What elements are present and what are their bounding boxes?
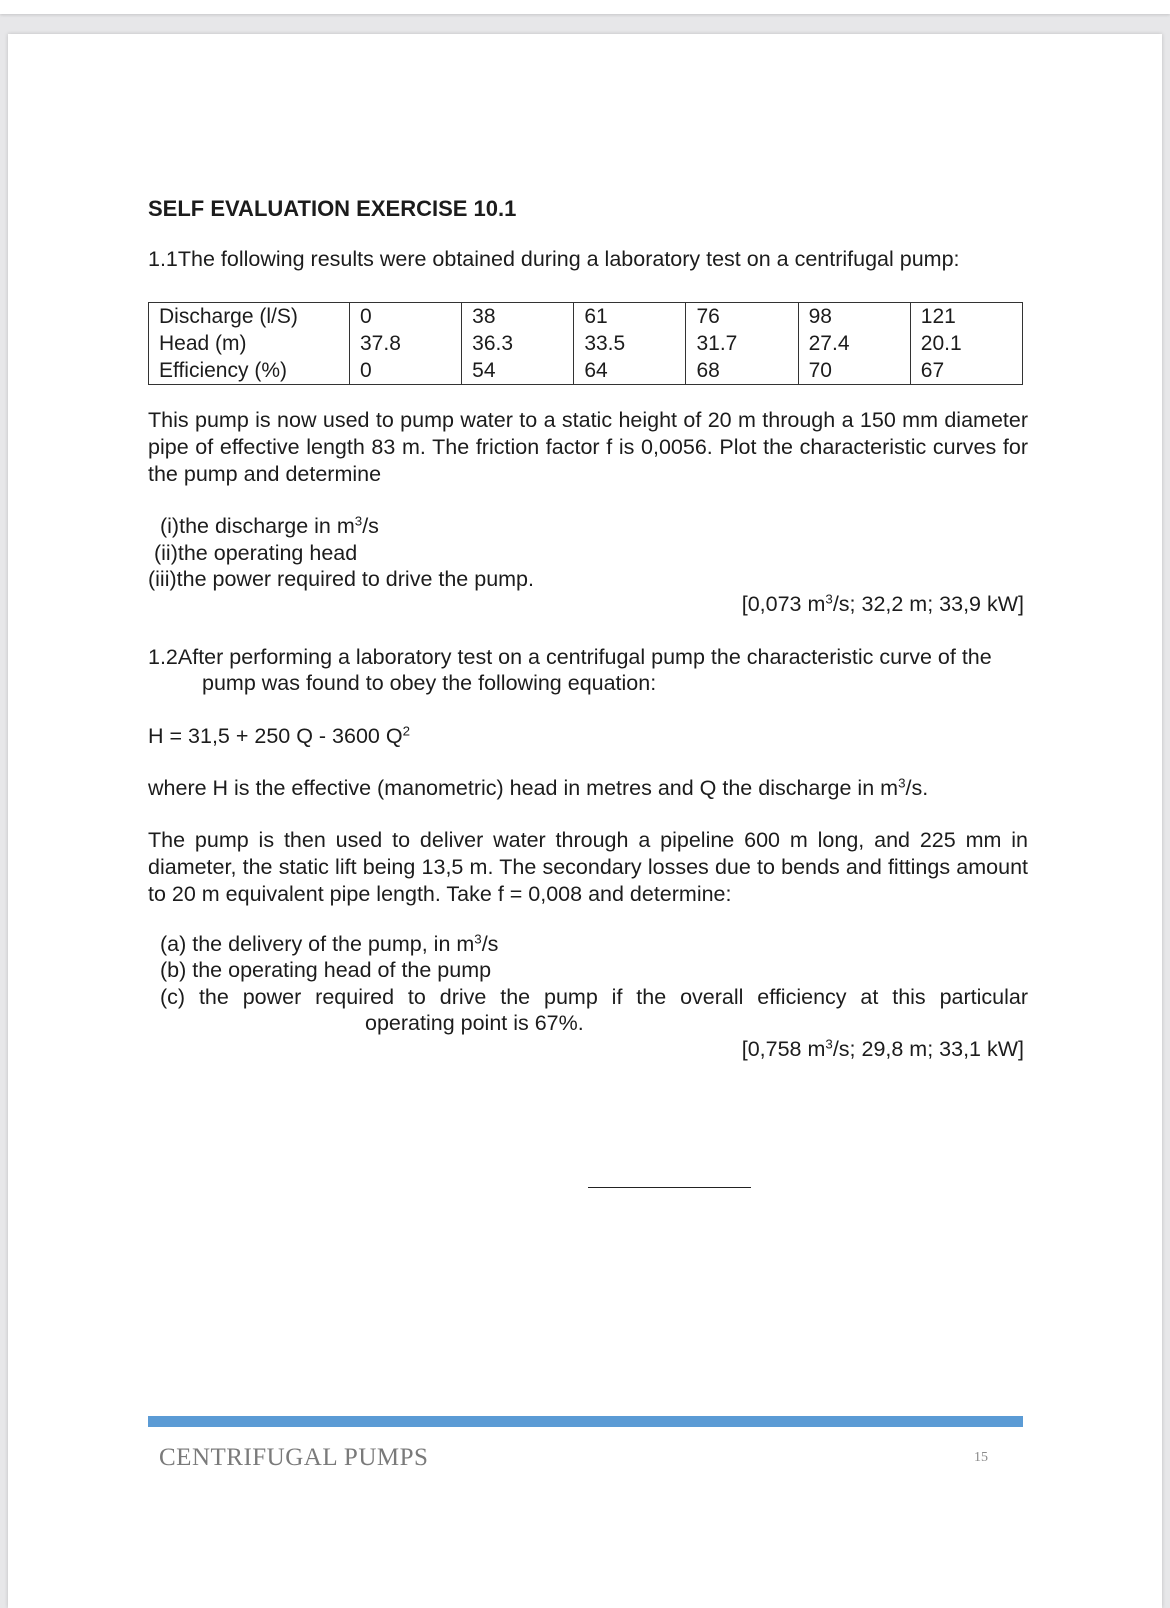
q2-intro-line2: pump was found to obey the following equation: — [202, 671, 657, 695]
exercise-heading: SELF EVALUATION EXERCISE 10.1 — [148, 196, 517, 221]
table-row — [149, 357, 1023, 385]
table-cell: 76 — [686, 303, 798, 331]
table-cell: 37.8 — [350, 330, 462, 357]
table-row — [149, 330, 1023, 357]
table-cell: 121 — [910, 303, 1022, 331]
page-number: 15 — [974, 1450, 988, 1465]
row-label: Efficiency (%) — [149, 357, 350, 385]
q1-paragraph: This pump is now used to pump water to a static height of 20 m through a 150 mm diameter pipe of effective length 83 m. The friction factor f is 0,0056. Plot the characteristic curves for the pump and determine — [148, 408, 1028, 486]
table-cell: 27.4 — [798, 330, 910, 357]
table-cell: 61 — [574, 303, 686, 331]
table-cell: 20.1 — [910, 330, 1022, 357]
table-cell: 31.7 — [686, 330, 798, 357]
q1-intro: 1.1The following results were obtained during a laboratory test on a centrifugal pump: — [148, 247, 960, 271]
q2-intro-line1: 1.2After performing a laboratory test on a centrifugal pump the characteristic curve of the — [148, 645, 992, 669]
document-page — [8, 34, 1162, 1608]
q1-answer: [0,073 $m^3/s$; 32,2 m; 33,9 kW] — [741, 591, 1024, 616]
table-row — [149, 303, 1023, 331]
separator-line — [588, 1187, 751, 1188]
q2-item-a: (a) the delivery of the pump, in $m^3/s$ — [160, 931, 499, 956]
table-cell: 98 — [798, 303, 910, 331]
previous-page-edge — [0, 0, 1170, 14]
q2-item-c-line2: operating point is 67%. — [365, 1011, 584, 1035]
q2-paragraph: The pump is then used to deliver water through a pipeline 600 m long, and 225 mm in diameter, the static lift being 13,5 m. The secondary losses due to bends and fittings amount to 20 m equivalent pipe length. Take f = 0,008 and determine: — [148, 828, 1028, 906]
table-cell: 0 — [350, 303, 462, 331]
table-cell: 36.3 — [462, 330, 574, 357]
table-cell: 33.5 — [574, 330, 686, 357]
table-cell: 38 — [462, 303, 574, 331]
q2-answer: [0,758 $m^3/s$; 29,8 m; 33,1 kW] — [741, 1036, 1024, 1061]
q2-where: where H is the effective (manometric) head in metres and Q the discharge in $m^3/s$. — [148, 775, 929, 800]
pump-test-table — [148, 302, 1023, 385]
table-cell: 64 — [574, 357, 686, 385]
table-cell: 70 — [798, 357, 910, 385]
q1-item-iii: (iii)the power required to drive the pump. — [148, 567, 534, 591]
q1-item-i: (i)the discharge in $m^3/s$ — [160, 513, 379, 538]
q2-item-c-line1: (c) the power required to drive the pump if the overall efficiency at this particular — [160, 985, 1028, 1009]
q2-item-b: (b) the operating head of the pump — [160, 958, 492, 982]
table-cell: 54 — [462, 357, 574, 385]
table-cell: 68 — [686, 357, 798, 385]
pump-equation: H = 31,5 + 250 Q - 3600 $Q^2$ — [148, 723, 410, 748]
table-cell: 0 — [350, 357, 462, 385]
table-cell: 67 — [910, 357, 1022, 385]
footer-accent-bar — [148, 1416, 1023, 1427]
row-label: Discharge (l/S) — [149, 303, 350, 331]
row-label: Head (m) — [149, 330, 350, 357]
footer-title: CENTRIFUGAL PUMPS — [159, 1444, 429, 1471]
q1-item-ii: (ii)the operating head — [154, 541, 358, 565]
